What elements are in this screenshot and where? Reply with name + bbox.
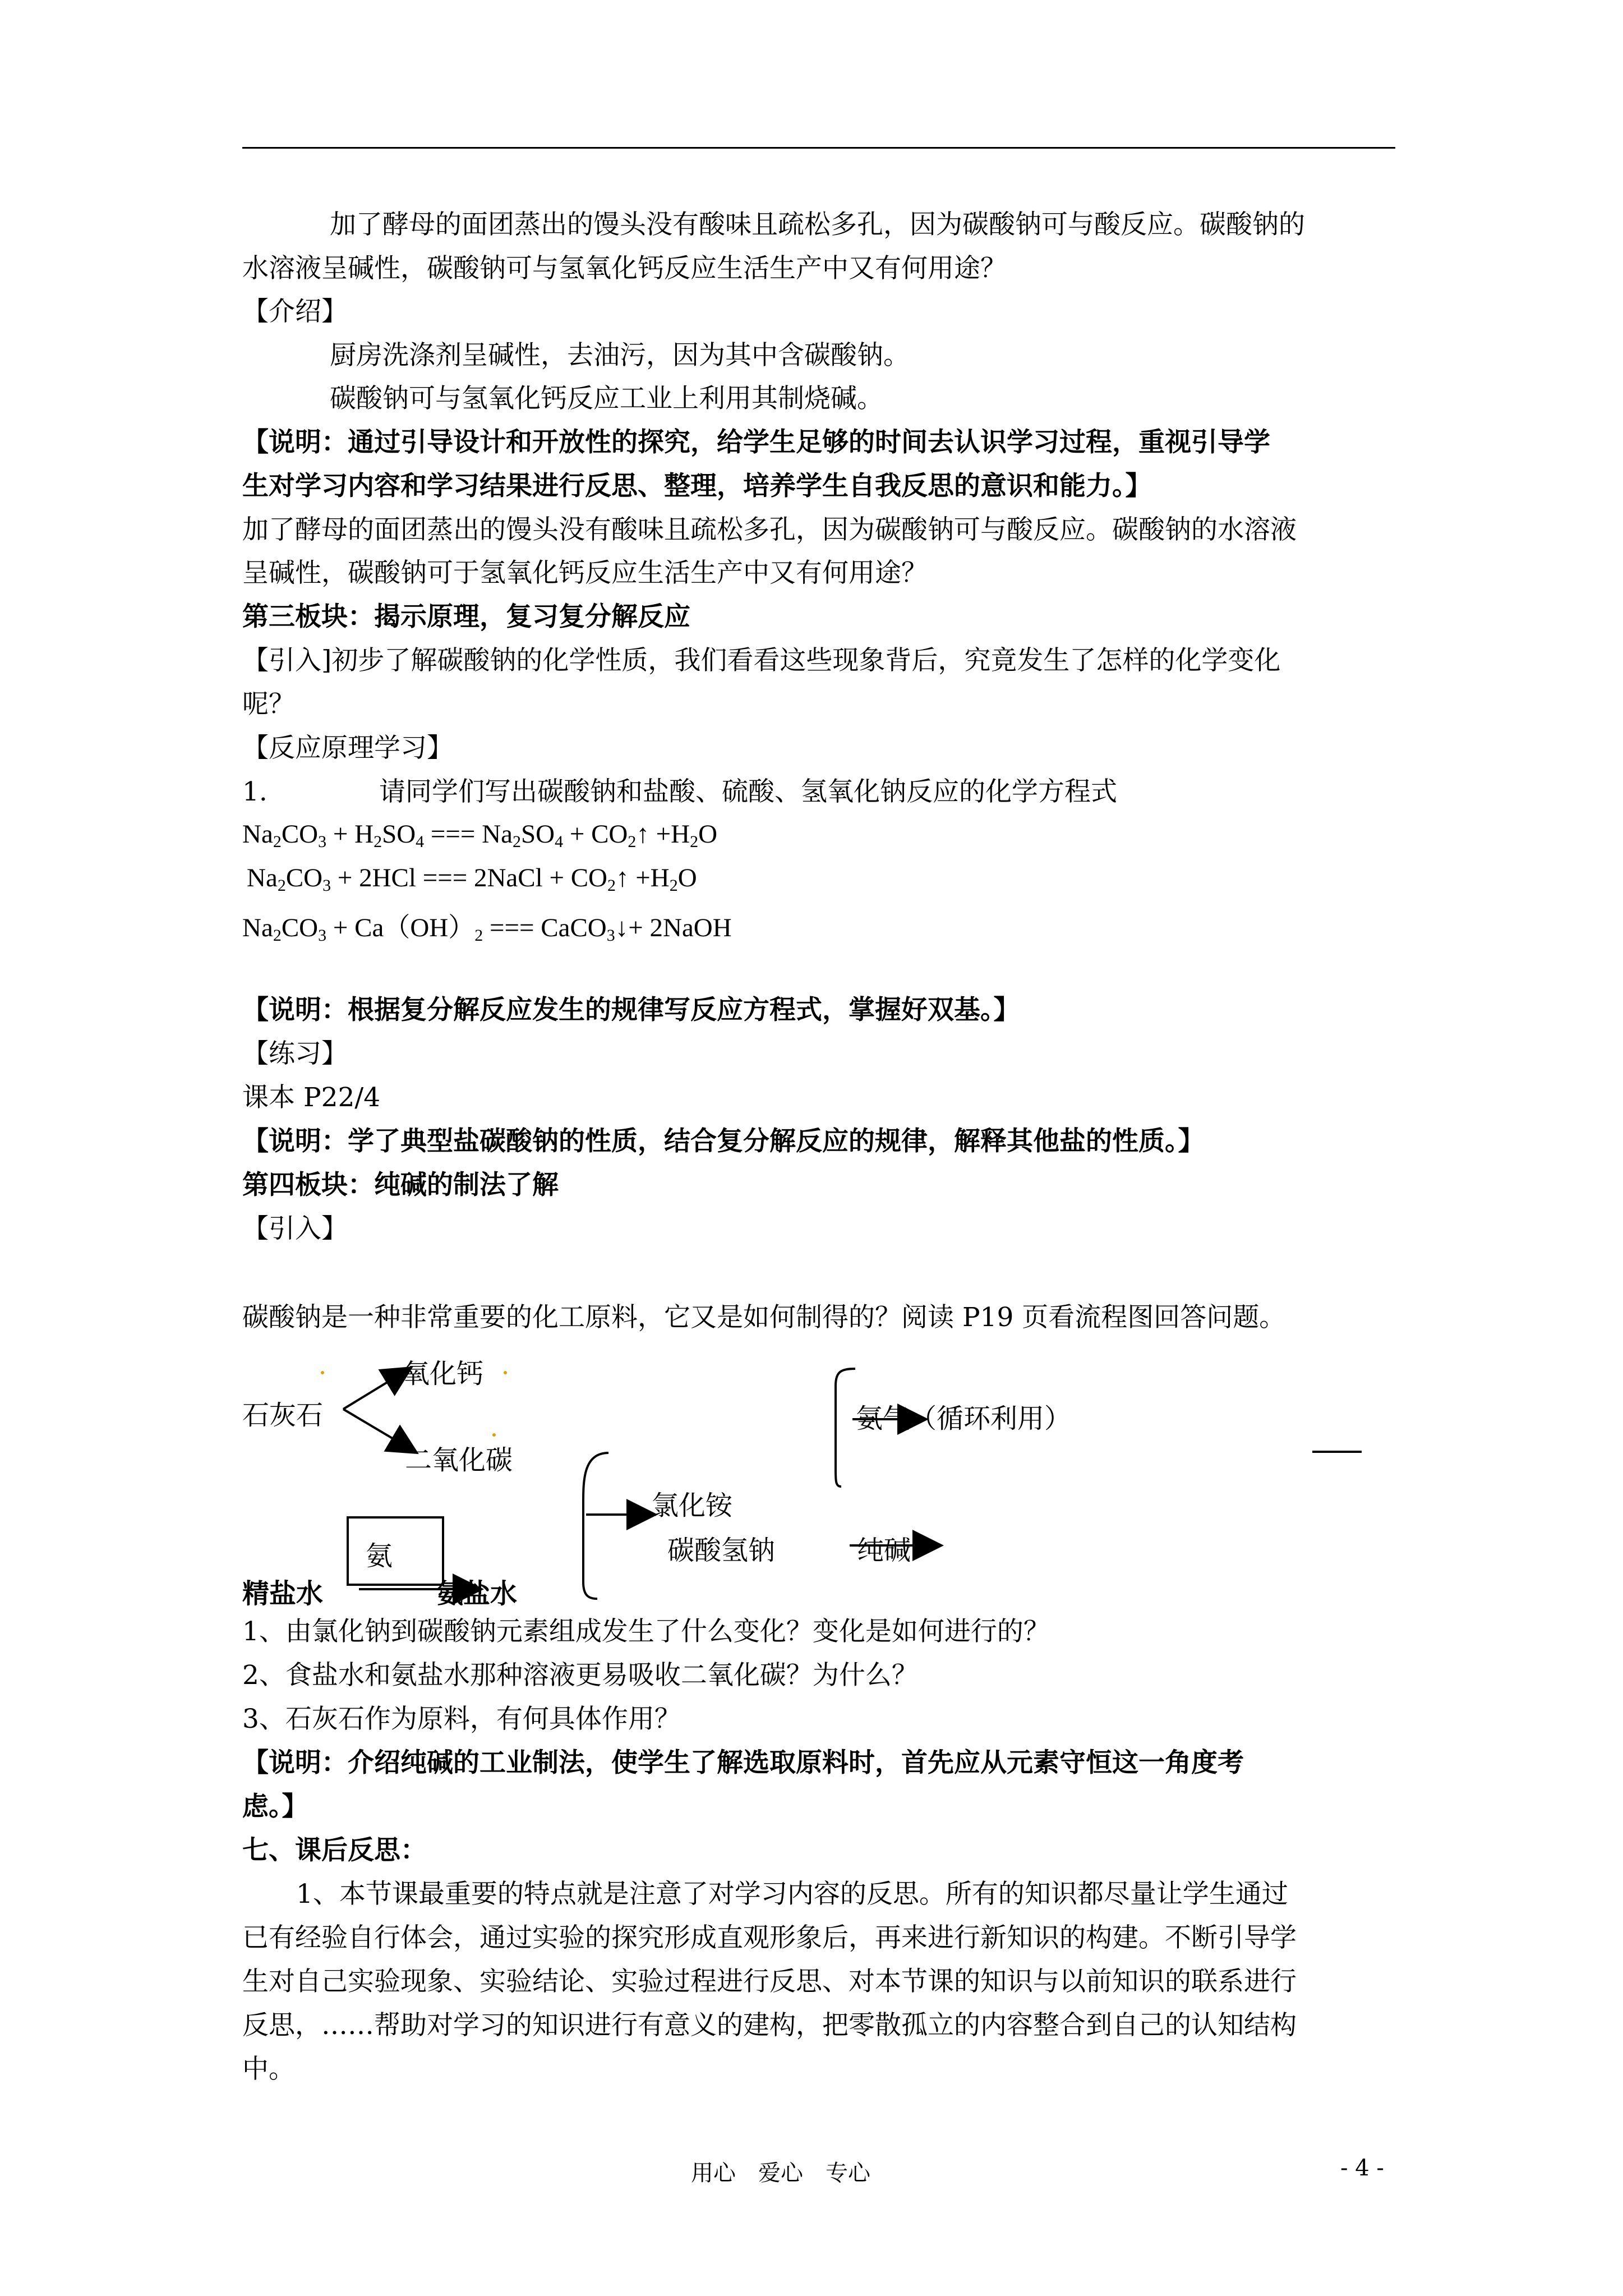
note-line: 【说明：根据复分解反应发生的规律写反应方程式，掌握好双基。】 [242,995,1020,1025]
brace-left [583,1453,608,1599]
section-label: 【反应原理学习】 [242,733,453,763]
paragraph-line: 【引入]初步了解碳酸钠的化学性质，我们看看这些现象背后，究竟发生了怎样的化学变化 [242,645,1281,676]
equation-1: $Na_2CO_3 + H_2SO_4$ === $Na_2SO_4$ + $CO_2↑ +H_2O$ [242,820,718,851]
diagram-box-label: 氨 [366,1540,393,1572]
page-number: - 4 - [1340,2155,1384,2181]
paragraph-line: 呈碱性，碳酸钠可于氢氧化钙反应生活生产中又有何用途？ [242,558,928,588]
paragraph-line: 碳酸钠可与氢氧化钙反应工业上利用其制烧碱。 [330,383,883,414]
paragraph-line: 已有经验自行体会，通过实验的探究形成直观形象后，再来进行新知识的构建。不断引导学 [242,1922,1297,1953]
section-heading: 第三板块：揭示原理，复习复分解反应 [242,601,690,632]
paragraph-line: 加了酵母的面团蒸出的馒头没有酸味且疏松多孔，因为碳酸钠可与酸反应。碳酸钠的水溶液 [242,514,1297,545]
list-number: 1. [242,776,268,807]
question-3: 3、石灰石作为原料，有何具体作用？ [242,1704,681,1734]
arrow-limestone-co2 [343,1409,415,1452]
diagram-cao: 氧化钙 [403,1358,484,1389]
paragraph-line: 水溶液呈碱性，碳酸钠可与氢氧化钙反应生活生产中又有何用途？ [242,253,1007,284]
note-line: 【说明：介绍纯碱的工业制法，使学生了解选取原料时，首先应从元素守恒这一角度考 [242,1747,1244,1778]
section-heading: 第四板块：纯碱的制法了解 [242,1170,559,1200]
arrow-limestone-cao [343,1369,409,1409]
note-line: 生对学习内容和学习结果进行反思、整理，培养学生自我反思的意识和能力。】 [242,471,1152,501]
stray-dot [321,1371,324,1374]
diagram-limestone: 石灰石 [242,1400,324,1431]
note-line: 【说明：通过引导设计和开放性的探究，给学生足够的时间去认识学习过程，重视引导学 [242,427,1270,458]
paragraph-line: 课本 P22/4 [242,1082,381,1113]
paragraph-line: 中。 [242,2054,295,2085]
paragraph-line: 厨房洗涤剂呈碱性，去油污，因为其中含碳酸钠。 [330,340,910,371]
section-heading: 七、课后反思： [242,1835,427,1866]
paragraph-line: 呢？ [242,689,295,720]
diagram-brine: 精盐水 [242,1578,324,1609]
question-1: 1、由氯化钠到碳酸钠元素组成发生了什么变化？变化是如何进行的？ [242,1616,1050,1647]
paragraph-line: 1、本节课最重要的特点就是注意了对学习内容的反思。所有的知识都尽量让学生通过 [296,1879,1288,1910]
stray-dot [492,1433,496,1437]
paragraph-line: 生对自己实验现象、实验结论、实验过程进行反思、对本节课的知识与以前知识的联系进行 [242,1966,1297,1997]
diagram-co2: 二氧化碳 [405,1444,513,1476]
paragraph-line: 加了酵母的面团蒸出的馒头没有酸味且疏松多孔，因为碳酸钠可与酸反应。碳酸钠的 [330,209,1305,240]
section-label: 【练习】 [242,1038,348,1069]
section-label: 【引入】 [242,1213,348,1244]
note-line: 虑。】 [242,1791,308,1822]
note-line: 【说明：学了典型盐碳酸钠的性质，结合复分解反应的规律，解释其他盐的性质。】 [242,1126,1205,1157]
equation-2: $Na_2CO_3 + 2HCl$ === 2NaCl + $CO_2↑ +H_2O$ [247,863,697,895]
paragraph-line: 反思，……帮助对学习的知识进行有意义的建构，把零散孤立的内容整合到自己的认知结构 [242,2010,1297,2041]
section-label: 【介绍】 [242,296,348,327]
diagram-ammonia-gas: 氨气（循环利用） [856,1403,1072,1434]
paragraph-line: 请同学们写出碳酸钠和盐酸、硫酸、氢氧化钠反应的化学方程式 [379,776,1117,807]
brace-right [836,1369,855,1487]
stray-dot [504,1371,507,1374]
diagram-nahco3: 碳酸氢钠 [667,1535,776,1566]
paragraph-line: 碳酸钠是一种非常重要的化工原料，它又是如何制得的？阅读 P19 页看流程图回答问题。 [242,1302,1286,1333]
equation-3: $Na_2CO_3 + Ca(OH)_2$ === CaCO$_3$↓+ 2NaOH [242,913,732,945]
ammonia-box [348,1517,443,1585]
question-2: 2、食盐水和氨盐水那种溶液更易吸收二氧化碳？为什么？ [242,1660,918,1691]
diagram-nh4cl: 氯化铵 [652,1490,733,1521]
diagram-soda: 纯碱 [857,1535,911,1566]
footer-motto: 用心 爱心 专心 [691,2160,870,2186]
diagram-ammonia-brine: 氨盐水 [436,1578,518,1609]
